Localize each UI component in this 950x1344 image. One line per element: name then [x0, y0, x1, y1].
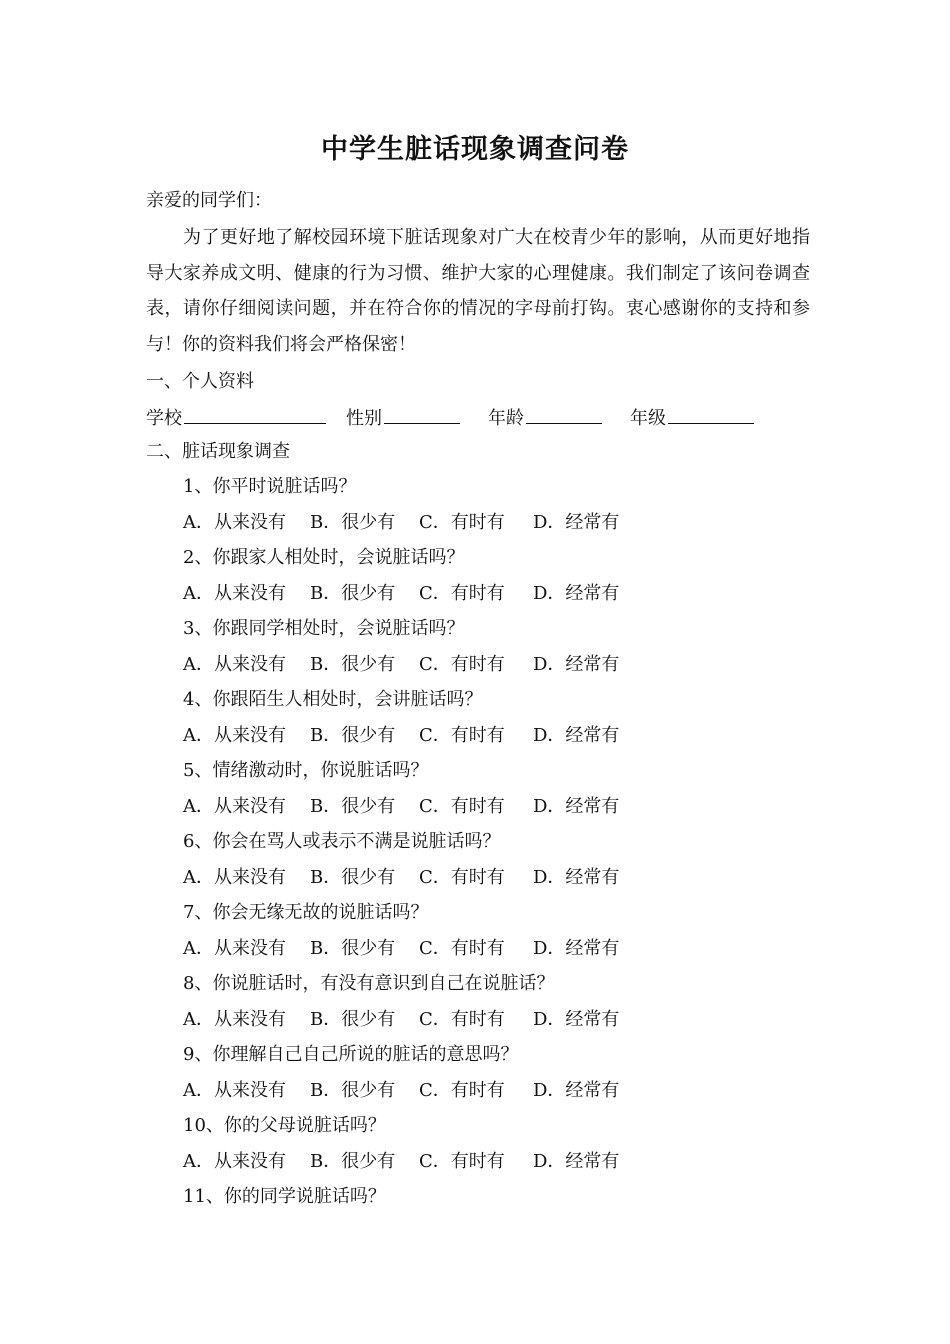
question-9: 9、你理解自己自己所说的脏话的意思吗？: [183, 1044, 519, 1065]
question-7: 7、你会无缘无故的说脏话吗？: [183, 902, 429, 923]
age-field[interactable]: [488, 403, 602, 433]
school-field[interactable]: [146, 403, 326, 433]
question-4-option-c[interactable]: C．有时有: [419, 724, 505, 746]
question-5: 5、情绪激动时，你说脏话吗？: [183, 760, 429, 781]
question-1: 1、你平时说脏话吗？: [183, 476, 357, 497]
question-8-option-c[interactable]: C．有时有: [419, 1008, 505, 1030]
question-6-option-b[interactable]: B．很少有: [310, 866, 396, 888]
school-label: 学校: [146, 408, 182, 429]
question-6-option-a[interactable]: A．从来没有: [183, 866, 286, 888]
question-2-option-a[interactable]: A．从来没有: [183, 582, 286, 604]
question-1-option-b[interactable]: B．很少有: [310, 511, 396, 533]
question-8-option-a[interactable]: A．从来没有: [183, 1008, 286, 1030]
question-6: 6、你会在骂人或表示不满是说脏话吗？: [183, 831, 501, 852]
personal-info-fields: [146, 403, 754, 433]
section-survey: 二、脏话现象调查: [146, 441, 290, 462]
question-9-option-d[interactable]: D．经常有: [533, 1079, 620, 1101]
question-5-option-d[interactable]: D．经常有: [533, 795, 620, 817]
question-10-option-a[interactable]: A．从来没有: [183, 1150, 286, 1172]
greeting: 亲爱的同学们：: [146, 190, 272, 211]
question-5-option-c[interactable]: C．有时有: [419, 795, 505, 817]
question-7-option-d[interactable]: D．经常有: [533, 937, 620, 959]
question-9-option-a[interactable]: A．从来没有: [183, 1079, 286, 1101]
grade-blank[interactable]: [668, 403, 754, 424]
question-1-option-a[interactable]: A．从来没有: [183, 511, 286, 533]
grade-label: 年级: [630, 408, 666, 429]
question-10-option-b[interactable]: B．很少有: [310, 1150, 396, 1172]
question-2-option-b[interactable]: B．很少有: [310, 582, 396, 604]
question-8-option-b[interactable]: B．很少有: [310, 1008, 396, 1030]
gender-label: 性别: [346, 408, 382, 429]
question-9-option-c[interactable]: C．有时有: [419, 1079, 505, 1101]
question-3-option-c[interactable]: C．有时有: [419, 653, 505, 675]
question-8-option-d[interactable]: D．经常有: [533, 1008, 620, 1030]
question-7-option-c[interactable]: C．有时有: [419, 937, 505, 959]
question-2-option-c[interactable]: C．有时有: [419, 582, 505, 604]
question-3-option-d[interactable]: D．经常有: [533, 653, 620, 675]
question-6-option-d[interactable]: D．经常有: [533, 866, 620, 888]
question-3: 3、你跟同学相处时，会说脏话吗？: [183, 618, 465, 639]
question-11: 11、你的同学说脏话吗？: [183, 1186, 386, 1207]
question-1-option-d[interactable]: D．经常有: [533, 511, 620, 533]
question-9-option-b[interactable]: B．很少有: [310, 1079, 396, 1101]
question-2-option-d[interactable]: D．经常有: [533, 582, 620, 604]
question-10: 10、你的父母说脏话吗？: [183, 1115, 386, 1136]
page-title: 中学生脏话现象调查问卷: [321, 134, 629, 165]
question-10-option-d[interactable]: D．经常有: [533, 1150, 620, 1172]
question-7-option-b[interactable]: B．很少有: [310, 937, 396, 959]
question-5-option-b[interactable]: B．很少有: [310, 795, 396, 817]
question-1-option-c[interactable]: C．有时有: [419, 511, 505, 533]
question-6-option-c[interactable]: C．有时有: [419, 866, 505, 888]
grade-field[interactable]: [630, 403, 754, 433]
question-4-option-b[interactable]: B．很少有: [310, 724, 396, 746]
question-5-option-a[interactable]: A．从来没有: [183, 795, 286, 817]
question-3-option-b[interactable]: B．很少有: [310, 653, 396, 675]
gender-field[interactable]: [346, 403, 460, 433]
question-7-option-a[interactable]: A．从来没有: [183, 937, 286, 959]
gender-blank[interactable]: [384, 403, 460, 424]
question-4: 4、你跟陌生人相处时，会讲脏话吗？: [183, 689, 483, 710]
question-2: 2、你跟家人相处时，会说脏话吗？: [183, 547, 465, 568]
question-8: 8、你说脏话时，有没有意识到自己在说脏话？: [183, 973, 555, 994]
question-10-option-c[interactable]: C．有时有: [419, 1150, 505, 1172]
age-label: 年龄: [488, 408, 524, 429]
school-blank[interactable]: [184, 403, 326, 424]
intro-paragraph: 为了更好地了解校园环境下脏话现象对广大在校青少年的影响，从而更好地指导大家养成文明、健康的行为习惯、维护大家的心理健康。我们制定了该问卷调查表，请你仔细阅读问题，并在符合你的情况的字母前打钩。衷心感谢你的支持和参与！你的资料我们将会严格保密！: [146, 227, 810, 356]
question-4-option-a[interactable]: A．从来没有: [183, 724, 286, 746]
section-personal-info: 一、个人资料: [146, 371, 254, 392]
age-blank[interactable]: [526, 403, 602, 424]
question-4-option-d[interactable]: D．经常有: [533, 724, 620, 746]
question-3-option-a[interactable]: A．从来没有: [183, 653, 286, 675]
